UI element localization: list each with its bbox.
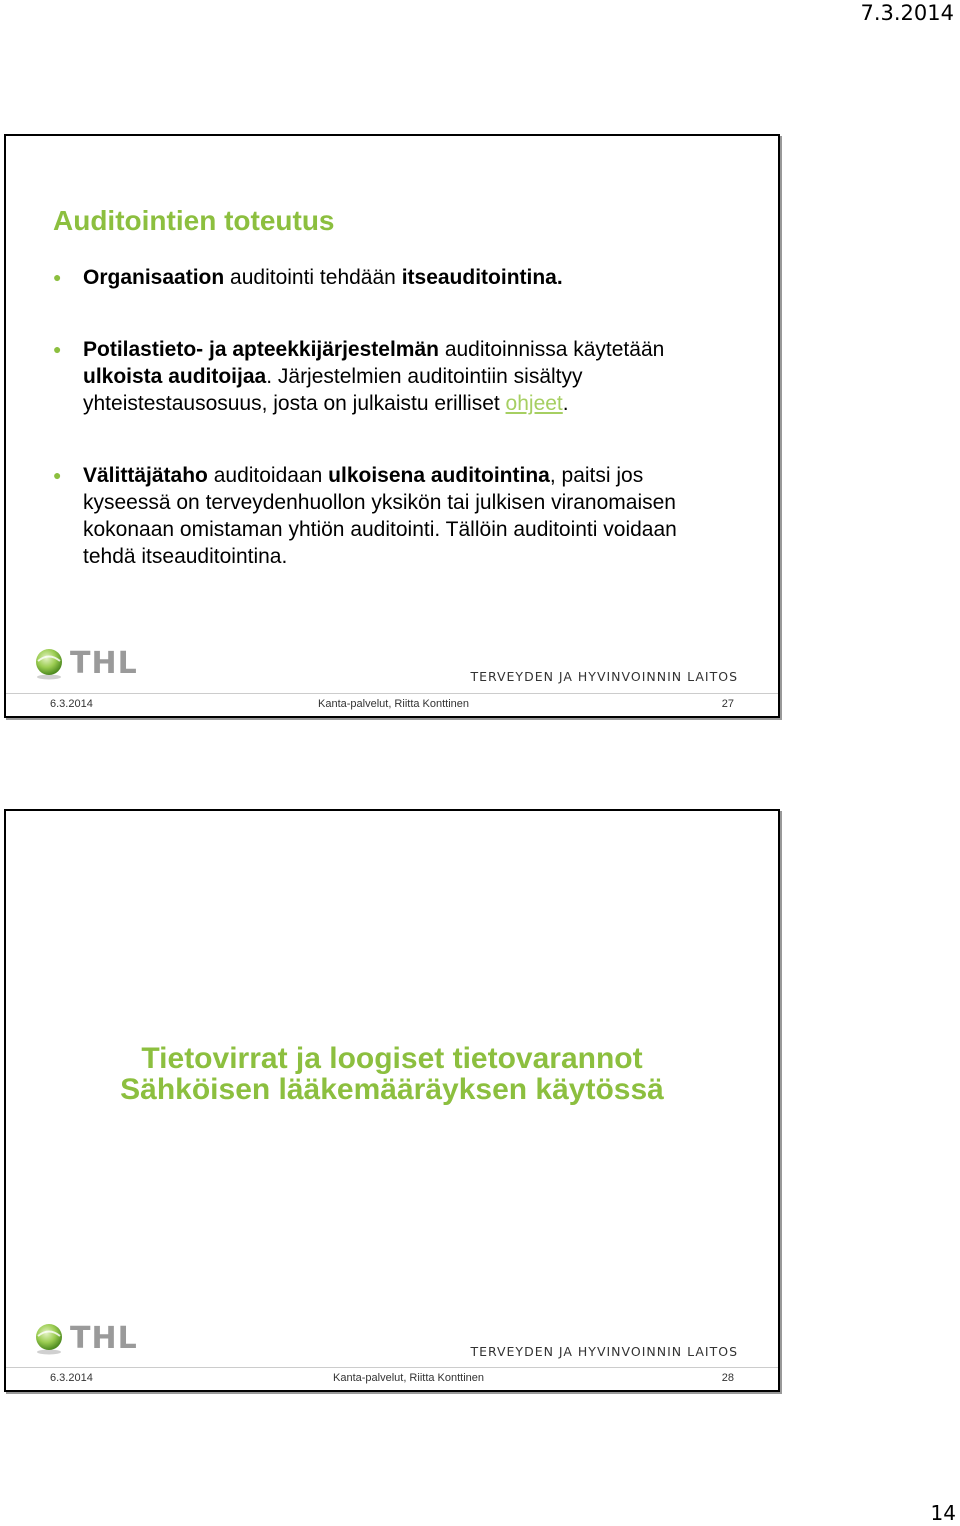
bullet-bold-text: ulkoista auditoijaa xyxy=(83,365,267,388)
bullet-dot-icon: ● xyxy=(53,269,62,285)
section-title xyxy=(6,1043,778,1105)
bullet-dot-icon: ● xyxy=(53,341,62,357)
bullet-bold-text: Potilastieto- ja apteekkijärjestelmän xyxy=(83,338,439,361)
bullet-text: , paitsi jos kyseessä on terveydenhuollon yksikön tai julkisen viranomaisen kokonaan omistaman yhtiön auditointi. Tällöin auditointi voidaan tehdä itseauditointina. xyxy=(83,464,677,568)
bullet-dot-icon: ● xyxy=(53,467,62,483)
bullet-item-systems xyxy=(53,336,733,417)
organisation-name: TERVEYDEN JA HYVINVOINNIN LAITOS xyxy=(470,1344,738,1359)
thl-logo xyxy=(32,1321,138,1357)
slide-footer xyxy=(6,1367,778,1390)
bullet-bold-text: ulkoisena auditointina xyxy=(328,464,550,487)
footer-author: Kanta-palvelut, Riitta Konttinen xyxy=(333,1372,485,1384)
slide-28 xyxy=(4,809,780,1392)
thl-globe-icon xyxy=(32,647,66,681)
page-date: 7.3.2014 xyxy=(860,1,954,25)
bullet-item-organisation xyxy=(53,264,733,291)
ohjeet-link[interactable]: ohjeet xyxy=(505,392,563,415)
bullet-text: auditoidaan xyxy=(207,464,329,487)
bullet-text: auditoinnissa käytetään xyxy=(438,338,665,361)
thl-logo-text: THL xyxy=(70,1321,138,1356)
page-number: 14 xyxy=(930,1501,956,1525)
footer-date: 6.3.2014 xyxy=(50,698,93,710)
thl-globe-icon xyxy=(32,1322,66,1356)
bullet-text: . xyxy=(562,392,569,415)
footer-slide-number: 27 xyxy=(721,698,734,710)
thl-logo-text: THL xyxy=(70,646,138,681)
organisation-name: TERVEYDEN JA HYVINVOINNIN LAITOS xyxy=(470,669,738,684)
footer-date: 6.3.2014 xyxy=(50,1372,93,1384)
bullet-text: auditointi tehdään xyxy=(224,266,402,289)
bullet-bold-text: Organisaation xyxy=(83,266,225,289)
slide-title: Auditointien toteutus xyxy=(53,205,335,236)
bullet-bold-text: Välittäjätaho xyxy=(83,464,208,487)
thl-logo xyxy=(32,646,138,682)
bullet-list xyxy=(53,264,733,615)
footer-author: Kanta-palvelut, Riitta Konttinen xyxy=(318,698,470,710)
bullet-bold-text: itseauditointina. xyxy=(401,266,563,289)
slide-footer xyxy=(6,693,778,716)
section-title-line-1: Tietovirrat ja loogiset tietovarannot xyxy=(141,1042,643,1075)
bullet-item-intermediary xyxy=(53,462,733,570)
footer-slide-number: 28 xyxy=(721,1372,734,1384)
section-title-line-2: Sähköisen lääkemääräyksen käytössä xyxy=(120,1073,664,1106)
slide-27 xyxy=(4,134,780,718)
bullet-text: . Järjestelmien auditointiin sisältyy yhteistestausosuus, josta on julkaistu erilliset xyxy=(83,365,583,415)
